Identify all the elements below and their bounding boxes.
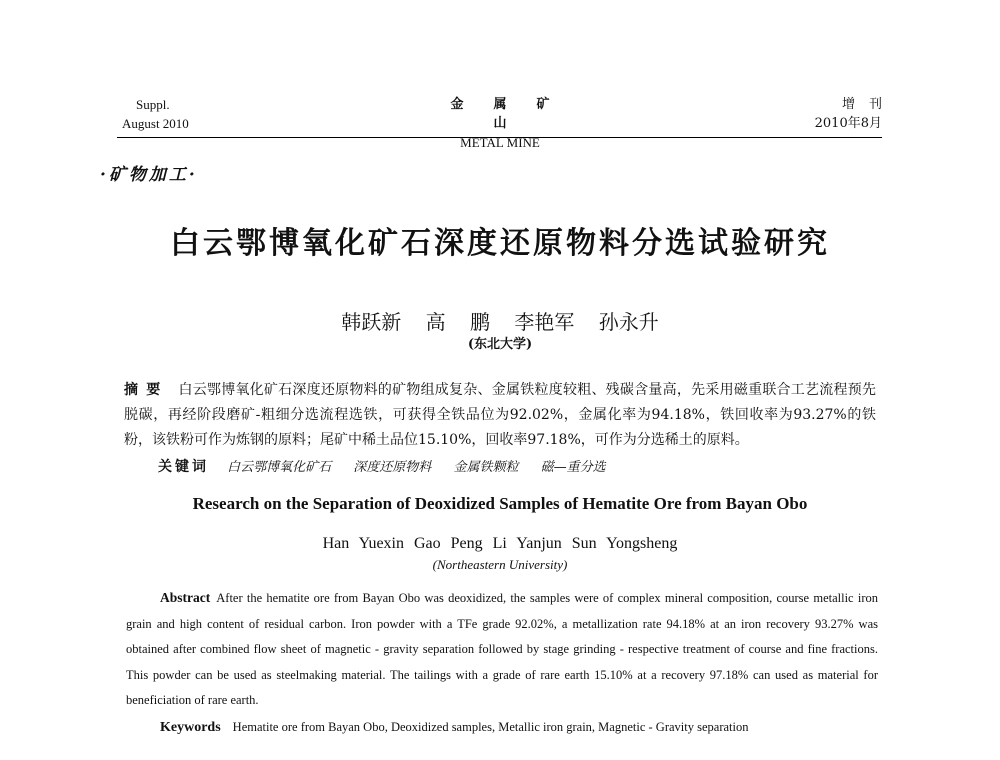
section-label: ·矿物加工· [100, 165, 198, 185]
keywords-cn-label: 关键词 [158, 459, 209, 475]
keywords-cn [158, 457, 878, 478]
abstract-cn-label: 摘要 [124, 382, 169, 398]
affiliation-en: (Northeastern University) [432, 557, 568, 572]
journal-name-cn: 金属矿山 [450, 97, 580, 131]
journal-suppl-cn: 增刊 [841, 97, 896, 112]
abstract-en [126, 585, 878, 714]
keywords-en [160, 717, 880, 738]
authors-en: Han Yuexin Gao Peng Li Yanjun Sun Yongsheng [322, 535, 678, 552]
header-rule [117, 137, 882, 138]
keywords-en-text: Hematite ore from Bayan Obo, Deoxidized samples, Metallic iron grain, Magnetic - Gravity separation [232, 720, 749, 734]
abstract-en-text: After the hematite ore from Bayan Obo was deoxidized, the samples were of complex mineral composition, course metallic iron grain and high content of residual carbon. Iron powder with a TFe grade 92.02%, a metallization rate 94.18% at an iron recovery 93.27% was obtained after combined flow sheet of magnetic - gravity separation followed by stage grinding - respective treatment of course and fine fractions. This powder can be used as steelmaking material. The tailings with a grade of rare earth 15.10% at a recovery 97.18% can used as material for beneficiation of rare earth. [126, 591, 878, 707]
keyword-cn-item: 磁—重分选 [540, 460, 606, 475]
journal-date-en: August 2010 [122, 116, 189, 131]
keyword-cn-item: 金属铁颗粒 [453, 460, 519, 475]
header-left [122, 95, 189, 133]
keywords-en-label: Keywords [160, 720, 221, 735]
keyword-cn-item: 深度还原物料 [353, 460, 432, 475]
keyword-cn-item: 白云鄂博氧化矿石 [227, 460, 332, 475]
journal-suppl-label: Suppl. [136, 97, 170, 112]
abstract-cn-text: 白云鄂博氧化矿石深度还原物料的矿物组成复杂、金属铁粒度较粗、残碳含量高，先采用磁重联合工艺流程预先脱碳，再经阶段磨矿-粗细分选流程选铁，可获得全铁品位为92.02%，金属化率为94.18%，铁回收率为93.27%的铁粉，该铁粉可作为炼钢的原料；尾矿中稀土品位15.10%，回收率97.18%，可作为分选稀土的原料。 [124, 382, 877, 448]
paper-title-cn: 白云鄂博氧化矿石深度还原物料分选试验研究 [170, 226, 830, 261]
header-right [814, 95, 896, 133]
journal-name-en: METAL MINE [460, 135, 540, 150]
abstract-en-label: Abstract [160, 590, 211, 605]
journal-date-cn: 2010年8月 [814, 116, 882, 131]
abstract-cn [124, 378, 876, 453]
paper-title-en: Research on the Separation of Deoxidized Samples of Hematite Ore from Bayan Obo [192, 494, 808, 513]
authors-cn: 韩跃新 高 鹏 李艳军 孙永升 [341, 310, 659, 334]
affiliation-cn: (东北大学) [467, 337, 533, 352]
header-center [400, 95, 600, 152]
